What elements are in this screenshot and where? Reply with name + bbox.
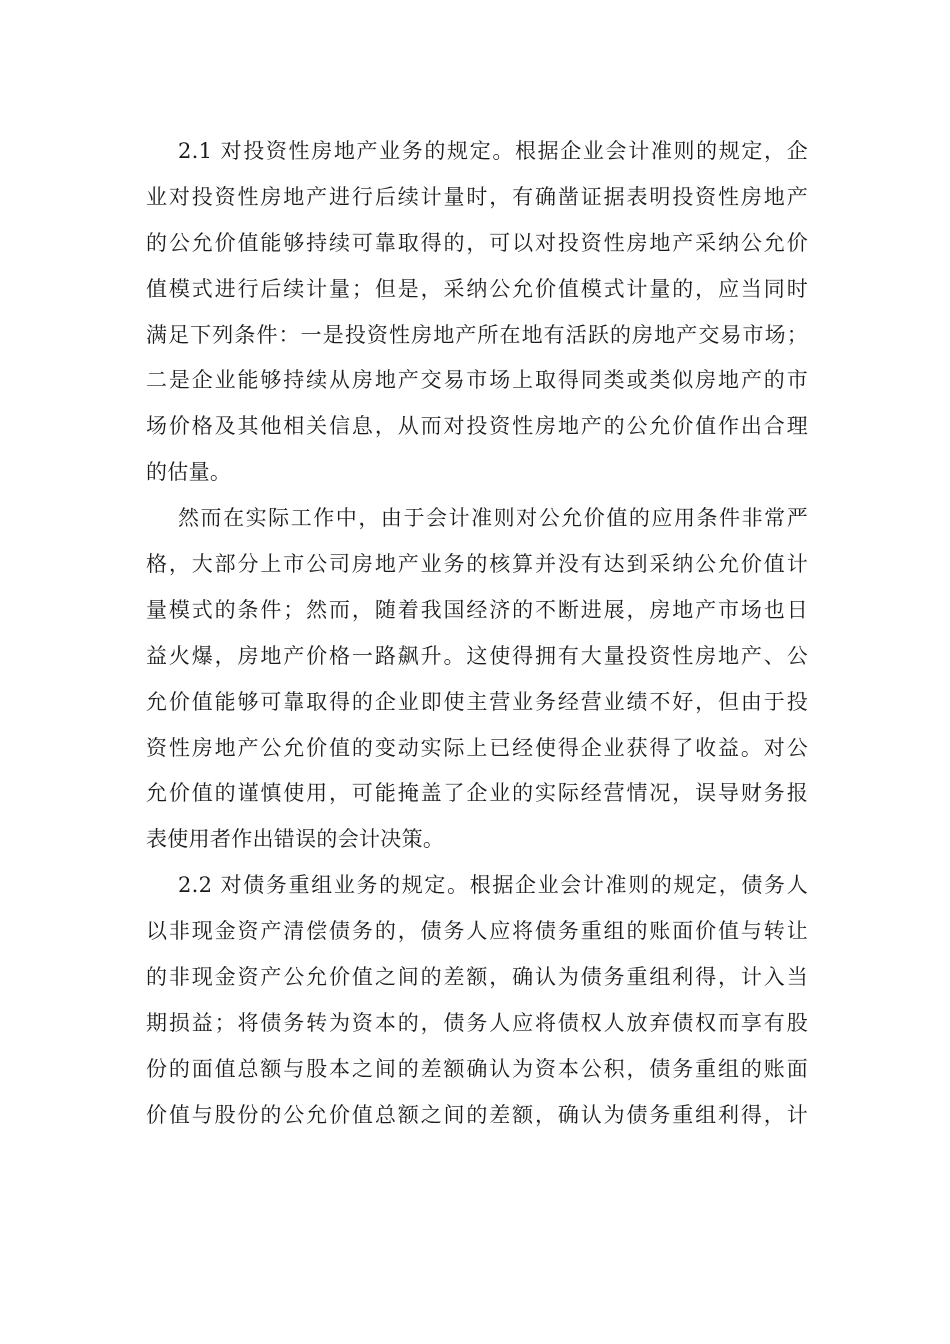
text-line: 份的面值总额与股本之间的差额确认为资本公积，债务重组的账面 bbox=[146, 1056, 808, 1081]
text-line: 2.1 对投资性房地产业务的规定。根据企业会计准则的规定，企 bbox=[178, 139, 808, 163]
text-line: 表使用者作出错误的会计决策。 bbox=[146, 827, 445, 852]
text-line: 价值与股份的公允价值总额之间的差额，确认为债务重组利得，计 bbox=[146, 1102, 808, 1127]
text-line: 以非现金资产清偿债务的，债务人应将债务重组的账面价值与转让 bbox=[146, 919, 808, 944]
paragraph-practical-work bbox=[146, 496, 808, 863]
text-line: 2.2 对债务重组业务的规定。根据企业会计准则的规定，债务人 bbox=[178, 873, 808, 898]
text-line: 值模式进行后续计量；但是，采纳公允价值模式计量的，应当同时 bbox=[146, 276, 808, 301]
text-line: 益火爆，房地产价格一路飙升。这使得拥有大量投资性房地产、公 bbox=[146, 643, 808, 668]
text-line: 允价值能够可靠取得的企业即使主营业务经营业绩不好，但由于投 bbox=[146, 689, 808, 714]
paragraph-2-2-debt-restructuring bbox=[146, 863, 808, 1138]
text-line: 期损益；将债务转为资本的，债务人应将债权人放弃债权而享有股 bbox=[146, 1010, 808, 1035]
text-line: 业对投资性房地产进行后续计量时，有确凿证据表明投资性房地产 bbox=[146, 184, 808, 209]
text-line: 的公允价值能够持续可靠取得的，可以对投资性房地产采纳公允价 bbox=[146, 230, 808, 255]
text-line: 允价值的谨慎使用，可能掩盖了企业的实际经营情况，误导财务报 bbox=[146, 781, 808, 806]
text-line: 资性房地产公允价值的变动实际上已经使得企业获得了收益。对公 bbox=[146, 735, 808, 760]
text-line: 然而在实际工作中，由于会计准则对公允价值的应用条件非常严 bbox=[178, 506, 808, 531]
text-line: 的估量。 bbox=[146, 460, 232, 485]
text-line: 格，大部分上市公司房地产业务的核算并没有达到采纳公允价值计 bbox=[146, 552, 808, 577]
text-line: 的非现金资产公允价值之间的差额，确认为债务重组利得，计入当 bbox=[146, 965, 808, 990]
text-line: 满足下列条件：一是投资性房地产所在地有活跃的房地产交易市场； bbox=[146, 322, 808, 347]
document-body bbox=[146, 129, 808, 1139]
text-line: 场价格及其他相关信息，从而对投资性房地产的公允价值作出合理 bbox=[146, 414, 808, 439]
text-line: 量模式的条件；然而，随着我国经济的不断进展，房地产市场也日 bbox=[146, 597, 808, 622]
paragraph-2-1-investment-property bbox=[146, 129, 808, 496]
text-line: 二是企业能够持续从房地产交易市场上取得同类或类似房地产的市 bbox=[146, 368, 808, 393]
